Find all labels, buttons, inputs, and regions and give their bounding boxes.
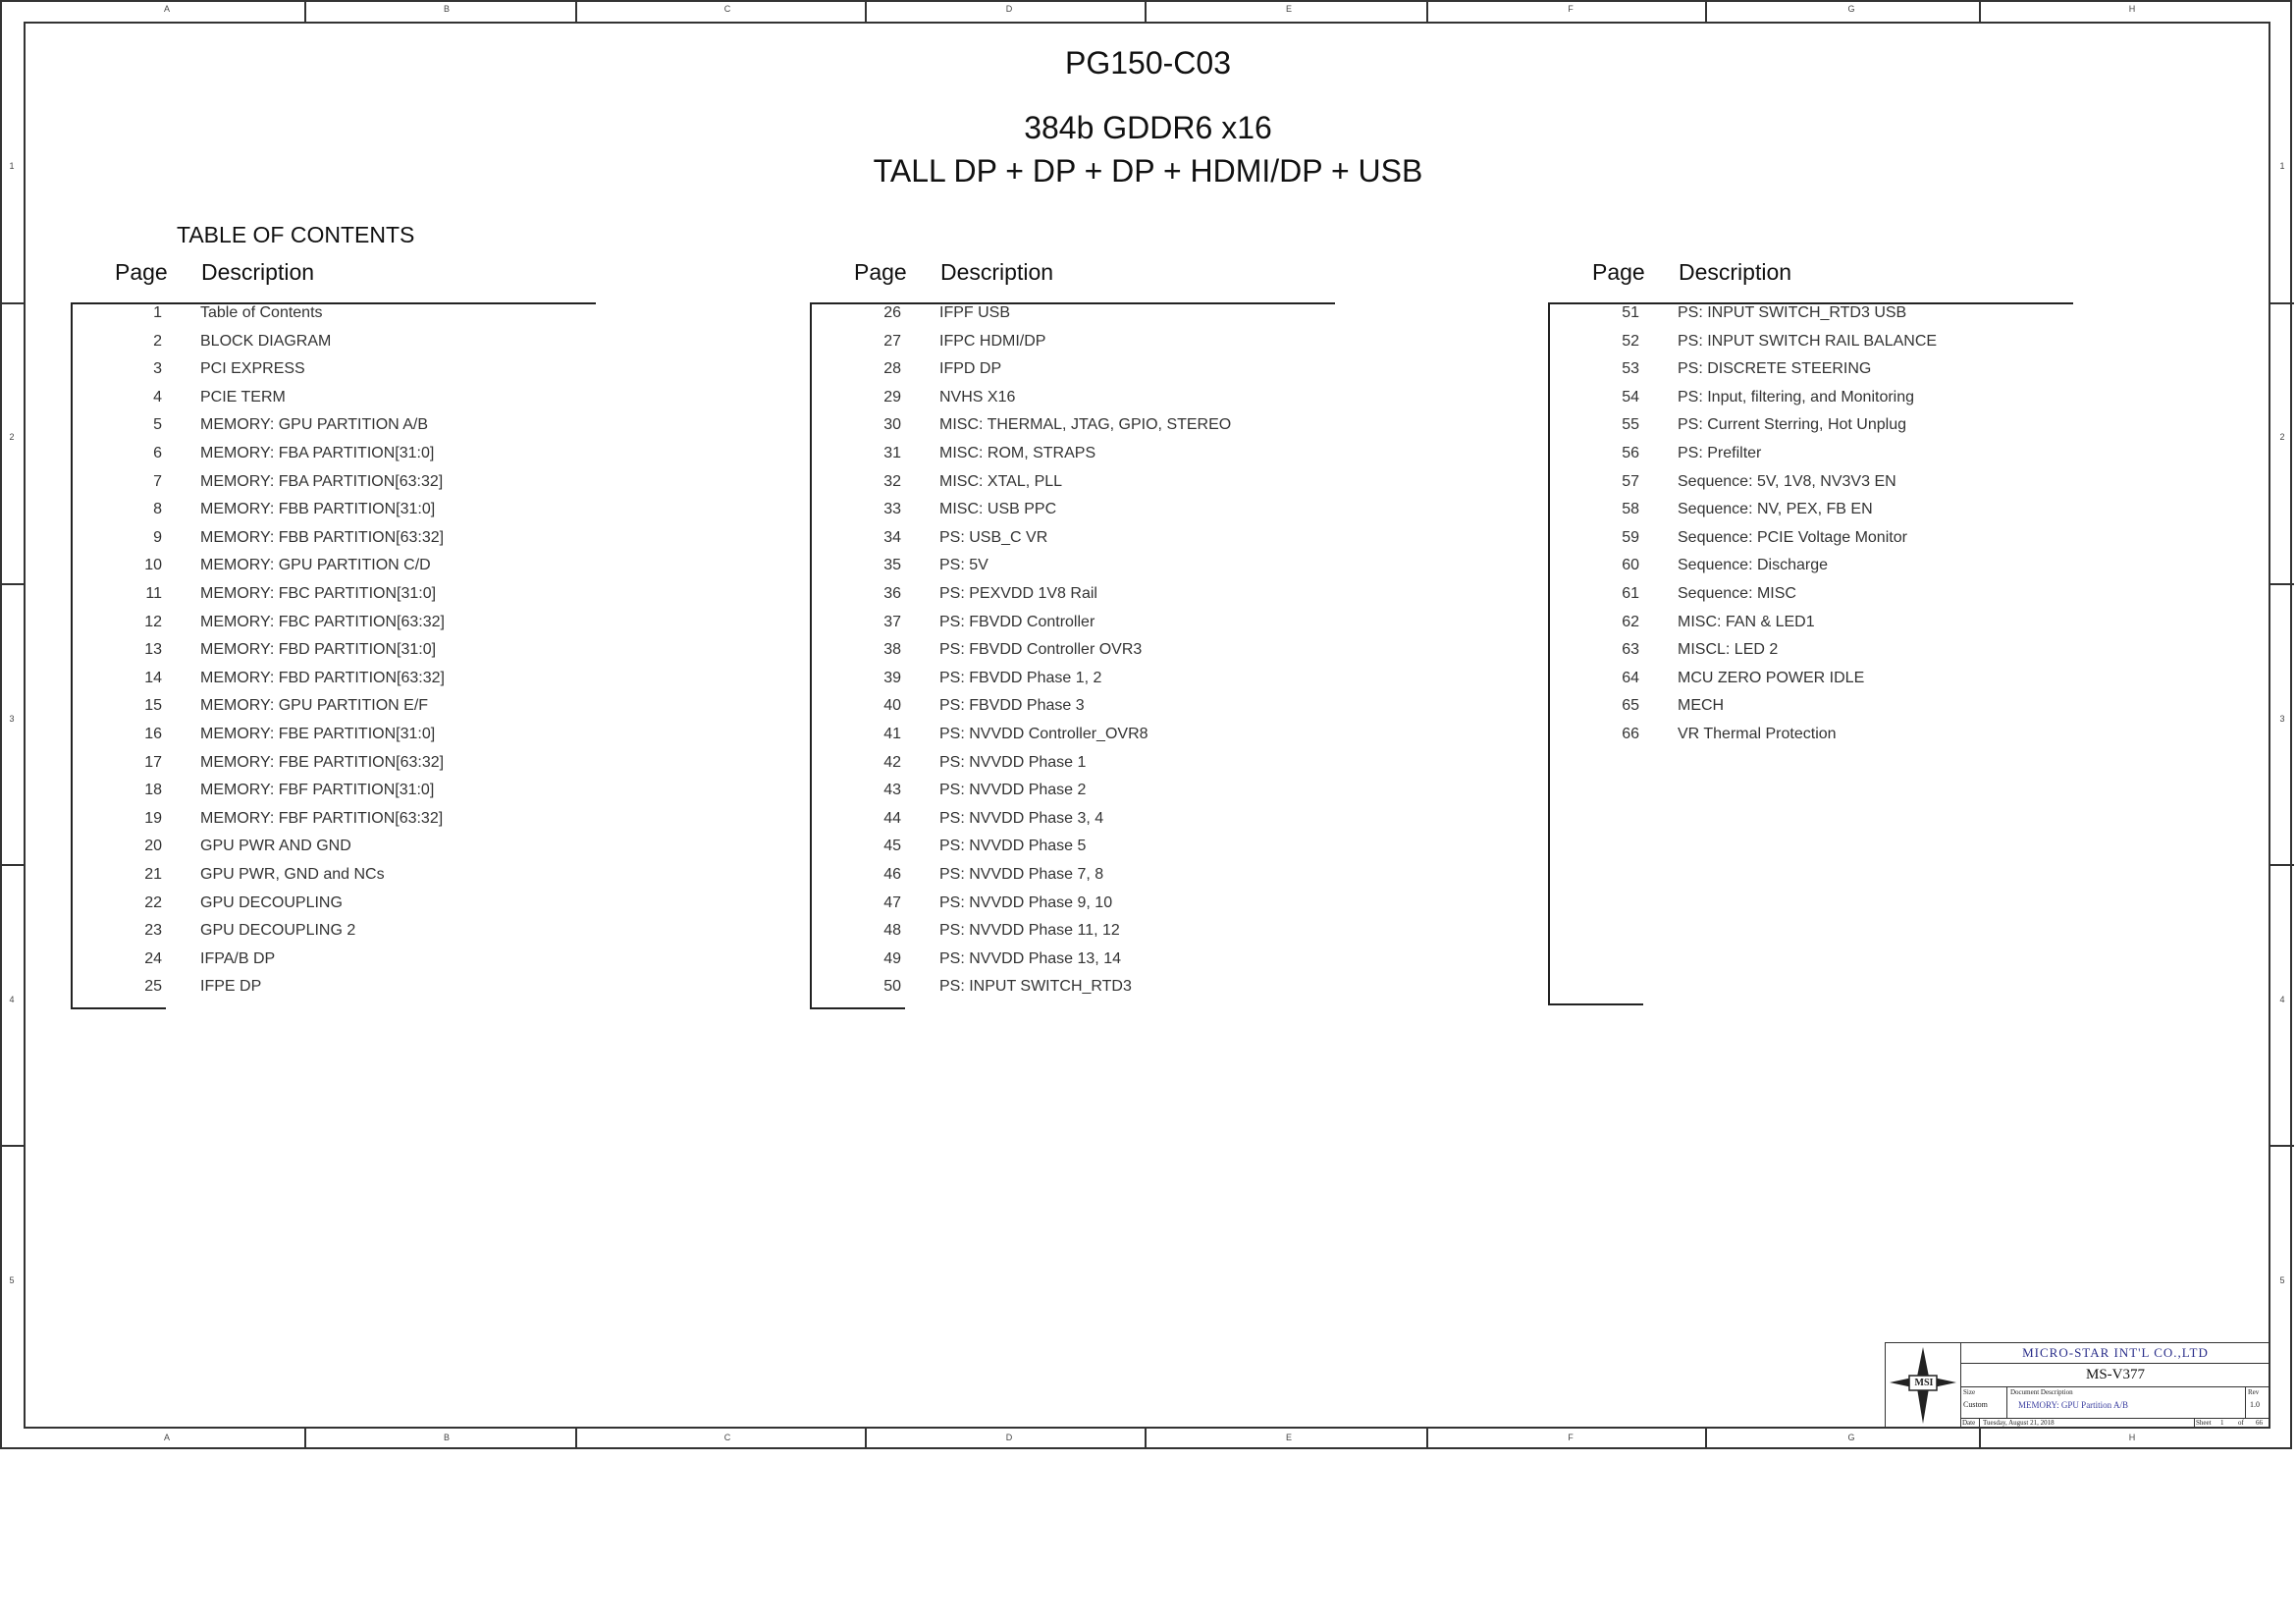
toc-heading: TABLE OF CONTENTS — [177, 222, 415, 247]
toc-page-number: 59 — [1622, 529, 1639, 546]
toc-page-number: 65 — [1622, 697, 1639, 714]
toc-page-number: 62 — [1622, 614, 1639, 630]
toc-description: IFPC HDMI/DP — [939, 333, 1046, 350]
toc-page-number: 51 — [1622, 304, 1639, 321]
zone-tick-left — [0, 583, 24, 585]
toc-description: PS: INPUT SWITCH_RTD3 USB — [1678, 304, 1907, 321]
toc-page-number: 63 — [1622, 641, 1639, 658]
board-title: PG150-C03 — [1065, 45, 1231, 81]
toc-description: MEMORY: FBB PARTITION[31:0] — [200, 501, 436, 517]
toc-description: PS: NVVDD Controller_OVR8 — [939, 726, 1148, 742]
toc-description: Sequence: MISC — [1678, 585, 1796, 602]
rev-label: Rev — [2248, 1388, 2260, 1396]
toc-description: MEMORY: FBC PARTITION[63:32] — [200, 614, 445, 630]
toc-description: MISC: FAN & LED1 — [1678, 614, 1815, 630]
toc-description: PS: NVVDD Phase 3, 4 — [939, 810, 1104, 827]
toc-description: MEMORY: FBA PARTITION[63:32] — [200, 473, 444, 490]
toc-page-number: 35 — [883, 557, 901, 573]
toc-description: MEMORY: FBD PARTITION[31:0] — [200, 641, 437, 658]
zone-label-top: H — [2128, 4, 2136, 14]
zone-tick-top — [865, 0, 867, 22]
toc-page-number: 66 — [1622, 726, 1639, 742]
toc-description: MISC: THERMAL, JTAG, GPIO, STEREO — [939, 416, 1232, 433]
zone-label-bottom: E — [1285, 1433, 1292, 1442]
zone-label-right: 4 — [2279, 995, 2285, 1004]
zone-label-top: C — [723, 4, 731, 14]
total-sheets: 66 — [2256, 1419, 2263, 1427]
toc-description: MEMORY: FBA PARTITION[31:0] — [200, 445, 435, 461]
toc-description: NVHS X16 — [939, 389, 1016, 406]
toc-page-number: 12 — [144, 614, 162, 630]
zone-tick-right — [2270, 583, 2294, 585]
zone-tick-top — [1426, 0, 1428, 22]
outputs-title: TALL DP + DP + DP + HDMI/DP + USB — [873, 153, 1423, 189]
toc-description: BLOCK DIAGRAM — [200, 333, 332, 350]
toc-description: MISCL: LED 2 — [1678, 641, 1779, 658]
doc-description-label: Document Description — [2010, 1388, 2073, 1396]
company-name: MICRO-STAR INT'L CO.,LTD — [2022, 1345, 2209, 1360]
zone-tick-top — [1979, 0, 1981, 22]
zone-tick-bottom — [1979, 1429, 1981, 1449]
toc-description: GPU DECOUPLING 2 — [200, 922, 356, 939]
toc-description: PS: NVVDD Phase 7, 8 — [939, 866, 1104, 883]
toc-page-number: 47 — [883, 894, 901, 911]
zone-tick-right — [2270, 864, 2294, 866]
toc-page-number: 5 — [153, 416, 162, 433]
sheet-label: Sheet — [2196, 1419, 2212, 1427]
toc-page-number: 22 — [144, 894, 162, 911]
toc-page-number: 13 — [144, 641, 162, 658]
zone-tick-right — [2270, 1145, 2294, 1147]
toc-page-number: 61 — [1622, 585, 1639, 602]
toc-description: MECH — [1678, 697, 1725, 714]
toc-description: PCIE TERM — [200, 389, 286, 406]
toc-description: PS: DISCRETE STEERING — [1678, 360, 1872, 377]
toc-page-number: 20 — [144, 838, 162, 854]
zone-tick-bottom — [1145, 1429, 1147, 1449]
toc-page-number: 29 — [883, 389, 901, 406]
zone-label-right: 2 — [2279, 432, 2285, 442]
zone-tick-bottom — [865, 1429, 867, 1449]
toc-page-number: 8 — [153, 501, 162, 517]
zone-label-bottom: B — [443, 1433, 450, 1442]
toc-page-number: 55 — [1622, 416, 1639, 433]
zone-label-right: 3 — [2279, 714, 2285, 724]
zone-tick-top — [575, 0, 577, 22]
toc-description: MISC: ROM, STRAPS — [939, 445, 1096, 461]
toc-page-number: 40 — [883, 697, 901, 714]
toc-page-number: 38 — [883, 641, 901, 658]
toc-page-number: 60 — [1622, 557, 1639, 573]
toc-page-number: 18 — [144, 782, 162, 798]
toc-description: GPU DECOUPLING — [200, 894, 343, 911]
zone-tick-bottom — [304, 1429, 306, 1449]
toc-page-number: 24 — [144, 950, 162, 967]
toc-description: PS: NVVDD Phase 2 — [939, 782, 1087, 798]
toc-page-number: 49 — [883, 950, 901, 967]
toc-description: MEMORY: FBF PARTITION[63:32] — [200, 810, 444, 827]
zone-tick-right — [2270, 302, 2294, 304]
sheet-number: 1 — [2220, 1419, 2224, 1427]
toc-description: PS: FBVDD Phase 1, 2 — [939, 670, 1102, 686]
zone-label-right: 5 — [2279, 1275, 2285, 1285]
toc-description: MEMORY: FBB PARTITION[63:32] — [200, 529, 445, 546]
toc-page-number: 2 — [153, 333, 162, 350]
zone-label-bottom: A — [163, 1433, 170, 1442]
zone-label-top: D — [1005, 4, 1013, 14]
toc-page-number: 11 — [145, 585, 162, 602]
page-column-header: Page — [854, 259, 907, 285]
toc-page-number: 19 — [144, 810, 162, 827]
zone-label-right: 1 — [2279, 161, 2285, 171]
zone-label-bottom: C — [723, 1433, 731, 1442]
toc-page-number: 53 — [1622, 360, 1639, 377]
toc-page-number: 31 — [883, 445, 901, 461]
toc-description: MEMORY: FBE PARTITION[63:32] — [200, 754, 445, 771]
date-value: Tuesday, August 21, 2018 — [1983, 1419, 2055, 1427]
toc-page-number: 42 — [883, 754, 901, 771]
toc-description: PS: Prefilter — [1678, 445, 1762, 461]
toc-page-number: 64 — [1622, 670, 1639, 686]
description-column-header: Description — [201, 259, 315, 285]
toc-description: IFPF USB — [939, 304, 1011, 321]
toc-description: MISC: USB PPC — [939, 501, 1057, 517]
toc-description: VR Thermal Protection — [1678, 726, 1837, 742]
toc-page-number: 44 — [883, 810, 901, 827]
zone-tick-top — [1145, 0, 1147, 22]
toc-description: PS: USB_C VR — [939, 529, 1048, 546]
toc-page-number: 30 — [883, 416, 901, 433]
toc-page-number: 14 — [144, 670, 162, 686]
toc-page-number: 23 — [144, 922, 162, 939]
date-label: Date — [1962, 1419, 1976, 1427]
toc-page-number: 3 — [153, 360, 162, 377]
zone-label-top: G — [1847, 4, 1855, 14]
toc-description: PS: FBVDD Phase 3 — [939, 697, 1085, 714]
toc-description: MEMORY: FBF PARTITION[31:0] — [200, 782, 435, 798]
zone-label-left: 3 — [9, 714, 15, 724]
toc-description: MEMORY: FBD PARTITION[63:32] — [200, 670, 445, 686]
toc-description: Sequence: NV, PEX, FB EN — [1678, 501, 1873, 517]
toc-description: GPU PWR, GND and NCs — [200, 866, 385, 883]
zone-tick-left — [0, 864, 24, 866]
zone-label-top: A — [163, 4, 170, 14]
toc-description: PS: NVVDD Phase 5 — [939, 838, 1087, 854]
toc-description: MEMORY: FBE PARTITION[31:0] — [200, 726, 436, 742]
toc-description: PS: FBVDD Controller — [939, 614, 1095, 630]
toc-description: MEMORY: GPU PARTITION E/F — [200, 697, 429, 714]
toc-description: PS: NVVDD Phase 13, 14 — [939, 950, 1121, 967]
zone-label-top: F — [1568, 4, 1574, 14]
toc-description: MEMORY: GPU PARTITION C/D — [200, 557, 431, 573]
toc-description: PS: NVVDD Phase 11, 12 — [939, 922, 1120, 939]
zone-label-left: 5 — [9, 1275, 15, 1285]
zone-label-bottom: F — [1568, 1433, 1574, 1442]
toc-page-number: 17 — [144, 754, 162, 771]
toc-page-number: 36 — [883, 585, 901, 602]
toc-description: PS: PEXVDD 1V8 Rail — [939, 585, 1097, 602]
toc-description: PS: FBVDD Controller OVR3 — [939, 641, 1143, 658]
toc-description: MISC: XTAL, PLL — [939, 473, 1063, 490]
zone-tick-top — [304, 0, 306, 22]
toc-description: MEMORY: FBC PARTITION[31:0] — [200, 585, 437, 602]
toc-page-number: 33 — [883, 501, 901, 517]
toc-page-number: 46 — [883, 866, 901, 883]
zone-label-left: 4 — [9, 995, 15, 1004]
toc-page-number: 50 — [883, 978, 901, 995]
toc-page-number: 39 — [883, 670, 901, 686]
toc-description: PS: 5V — [939, 557, 988, 573]
logo-cell — [1885, 1342, 1961, 1429]
zone-tick-left — [0, 302, 24, 304]
toc-description: IFPE DP — [200, 978, 262, 995]
toc-page-number: 25 — [144, 978, 162, 995]
page-column-header: Page — [1592, 259, 1645, 285]
toc-description: Sequence: 5V, 1V8, NV3V3 EN — [1678, 473, 1896, 490]
toc-page-number: 45 — [883, 838, 901, 854]
page-column-header: Page — [115, 259, 168, 285]
size-label: Size — [1963, 1388, 1976, 1396]
zone-label-bottom: D — [1005, 1433, 1013, 1442]
zone-tick-left — [0, 1145, 24, 1147]
toc-page-number: 27 — [883, 333, 901, 350]
toc-page-number: 57 — [1622, 473, 1639, 490]
memory-config-title: 384b GDDR6 x16 — [1024, 110, 1272, 145]
toc-page-number: 32 — [883, 473, 901, 490]
toc-page-number: 7 — [153, 473, 162, 490]
toc-description: PS: Input, filtering, and Monitoring — [1678, 389, 1915, 406]
toc-description: PS: INPUT SWITCH_RTD3 — [939, 978, 1132, 995]
of-label: of — [2238, 1419, 2244, 1427]
toc-page-number: 1 — [153, 304, 162, 321]
toc-description: Table of Contents — [200, 304, 323, 321]
toc-page-number: 37 — [883, 614, 901, 630]
size-value: Custom — [1963, 1400, 1988, 1409]
toc-page-number: 9 — [153, 529, 162, 546]
toc-page-number: 4 — [153, 389, 162, 406]
zone-tick-top — [1705, 0, 1707, 22]
toc-description: GPU PWR AND GND — [200, 838, 351, 854]
toc-description: IFPA/B DP — [200, 950, 276, 967]
toc-page-number: 41 — [883, 726, 901, 742]
toc-page-number: 21 — [144, 866, 162, 883]
toc-page-number: 10 — [144, 557, 162, 573]
toc-page-number: 28 — [883, 360, 901, 377]
zone-tick-bottom — [1426, 1429, 1428, 1449]
toc-page-number: 48 — [883, 922, 901, 939]
toc-description: IFPD DP — [939, 360, 1002, 377]
toc-page-number: 43 — [883, 782, 901, 798]
rev-value: 1.0 — [2250, 1400, 2260, 1409]
zone-tick-bottom — [575, 1429, 577, 1449]
title-block — [1885, 1342, 2270, 1429]
toc-description: PCI EXPRESS — [200, 360, 305, 377]
toc-description: MCU ZERO POWER IDLE — [1678, 670, 1865, 686]
logo-text: MSI — [1914, 1378, 1934, 1388]
toc-page-number: 15 — [144, 697, 162, 714]
board-model: MS-V377 — [2085, 1367, 2145, 1382]
zone-label-top: E — [1285, 4, 1292, 14]
description-column-header: Description — [940, 259, 1054, 285]
toc-page-number: 26 — [883, 304, 901, 321]
toc-page-number: 58 — [1622, 501, 1639, 517]
toc-page-number: 16 — [144, 726, 162, 742]
zone-tick-bottom — [1705, 1429, 1707, 1449]
zone-label-left: 1 — [9, 161, 15, 171]
toc-description: MEMORY: GPU PARTITION A/B — [200, 416, 429, 433]
toc-page-number: 34 — [883, 529, 901, 546]
toc-page-number: 6 — [153, 445, 162, 461]
zone-label-left: 2 — [9, 432, 15, 442]
toc-description: PS: Current Sterring, Hot Unplug — [1678, 416, 1906, 433]
zone-label-bottom: H — [2128, 1433, 2136, 1442]
toc-description: Sequence: PCIE Voltage Monitor — [1678, 529, 1907, 546]
toc-page-number: 52 — [1622, 333, 1639, 350]
toc-description: PS: INPUT SWITCH RAIL BALANCE — [1678, 333, 1938, 350]
toc-page-number: 54 — [1622, 389, 1639, 406]
toc-description: PS: NVVDD Phase 9, 10 — [939, 894, 1113, 911]
doc-description-value: MEMORY: GPU Partition A/B — [2018, 1400, 2128, 1410]
description-column-header: Description — [1679, 259, 1792, 285]
zone-label-bottom: G — [1847, 1433, 1855, 1442]
toc-description: PS: NVVDD Phase 1 — [939, 754, 1087, 771]
zone-label-top: B — [443, 4, 450, 14]
toc-page-number: 56 — [1622, 445, 1639, 461]
toc-description: Sequence: Discharge — [1678, 557, 1828, 573]
